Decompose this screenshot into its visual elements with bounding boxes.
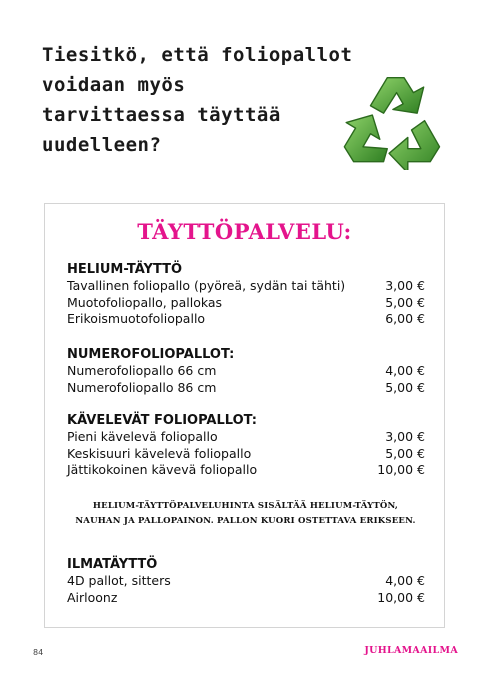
list-item	[67, 278, 425, 295]
section-walking	[67, 412, 425, 479]
list-item	[67, 462, 425, 479]
recycle-icon	[335, 62, 447, 170]
item-name: Muotofoliopallo, pallokas	[67, 294, 223, 310]
section-air	[67, 556, 425, 606]
price-card	[44, 203, 445, 628]
headline-line-2: voidaan myös	[42, 74, 186, 96]
list-item	[67, 363, 425, 380]
list-item	[67, 295, 425, 312]
headline-line-1: Tiesitkö, että foliopallot	[42, 44, 353, 66]
page-number: 84	[33, 648, 44, 657]
item-name: Keskisuuri kävelevä foliopallo	[67, 445, 252, 461]
item-name: Erikoismuotofoliopallo	[67, 311, 206, 326]
section-numbers	[67, 346, 425, 396]
item-price: 5,00 €	[385, 379, 425, 395]
item-price: 6,00 €	[385, 311, 425, 326]
headline-line-4: uudelleen?	[42, 134, 162, 156]
item-price: 4,00 €	[385, 363, 425, 378]
helium-note	[55, 499, 436, 529]
item-name: Tavallinen foliopallo (pyöreä, sydän tai tähti)	[67, 278, 346, 293]
headline-line-3: tarvittaessa täyttää	[42, 104, 281, 126]
card-title: TÄYTTÖPALVELU:	[137, 219, 352, 244]
list-item	[67, 573, 425, 590]
section-helium	[67, 261, 425, 328]
item-name: Numerofoliopallo 86 cm	[67, 379, 217, 395]
note-line-1: HELIUM-TÄYTTÖPALVELUHINTA SISÄLTÄÄ HELIUM-TÄYTÖN,	[92, 501, 399, 511]
list-item	[67, 380, 425, 397]
list-item	[67, 590, 425, 607]
section-title: KÄVELEVÄT FOLIOPALLOT:	[67, 413, 257, 428]
item-price: 5,00 €	[385, 294, 425, 310]
item-price: 3,00 €	[385, 429, 425, 444]
item-price: 5,00 €	[385, 445, 425, 461]
item-price: 4,00 €	[385, 573, 425, 588]
item-name: Pieni kävelevä foliopallo	[67, 429, 218, 444]
list-item	[67, 429, 425, 446]
note-line-2: NAUHAN JA PALLOPAINON. PALLON KUORI OSTETTAVA ERIKSEEN.	[75, 516, 416, 526]
list-item	[67, 446, 425, 463]
item-price: 10,00 €	[377, 462, 425, 477]
item-name: 4D pallot, sitters	[67, 573, 171, 588]
section-title: ILMATÄYTTÖ	[67, 557, 158, 572]
headline	[42, 40, 353, 160]
section-title: HELIUM-TÄYTTÖ	[67, 262, 183, 277]
item-name: Jättikokoinen kävevä foliopallo	[67, 462, 258, 477]
item-name: Airloonz	[67, 589, 118, 605]
list-item	[67, 311, 425, 328]
item-name: Numerofoliopallo 66 cm	[67, 363, 217, 378]
item-price: 10,00 €	[377, 589, 425, 605]
brand-logo: JUHLAMAAILMA	[364, 645, 458, 656]
section-title: NUMEROFOLIOPALLOT:	[67, 347, 235, 362]
item-price: 3,00 €	[385, 278, 425, 293]
